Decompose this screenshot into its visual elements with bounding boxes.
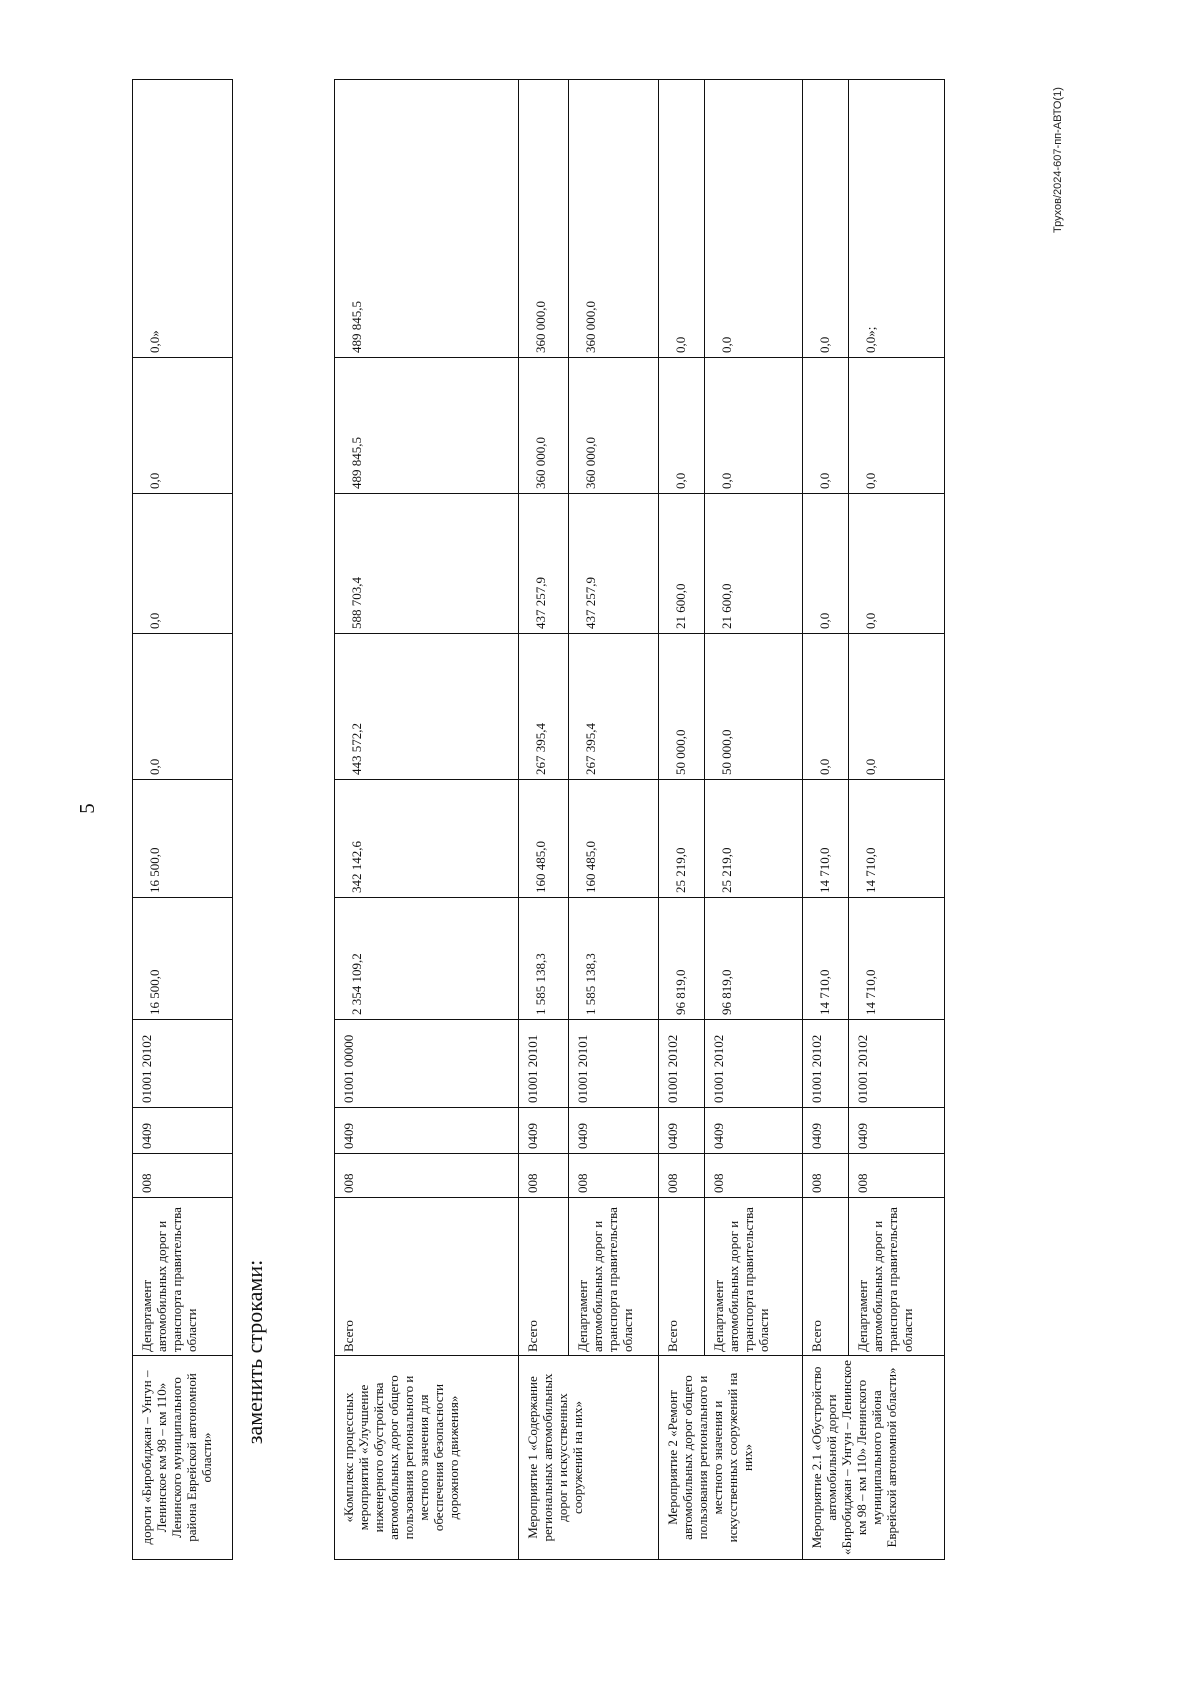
- table-row: [659, 80, 705, 1560]
- year-4-cell: 0,0: [659, 358, 705, 494]
- replace-phrase: заменить строками:: [242, 1259, 267, 1445]
- year-1-cell: 25 219,0: [705, 780, 803, 898]
- code-grbs-cell: 008: [849, 1154, 945, 1198]
- year-1-cell: 16 500,0: [133, 780, 233, 898]
- table-row: [803, 80, 849, 1560]
- year-4-cell: 0,0: [705, 358, 803, 494]
- executor-cell: Всего: [659, 1198, 705, 1356]
- year-2-cell: 0,0: [849, 634, 945, 780]
- total-cell: 14 710,0: [849, 898, 945, 1020]
- name-cell: Мероприятие 2 «Ремонт автомобильных дорог общего пользования регионального и местного значения и искусственных сооружений на них»: [659, 1356, 803, 1560]
- year-2-cell: 50 000,0: [705, 634, 803, 780]
- year-2-cell: 0,0: [133, 634, 233, 780]
- code-grbs-cell: 008: [569, 1154, 659, 1198]
- year-3-cell: 21 600,0: [705, 494, 803, 634]
- name-cell: дороги «Биробиджан – Унгун – Ленинское км 98 – км 110» Ленинского муниципального района Еврейской автономной области»: [133, 1356, 233, 1560]
- name-cell: «Комплекс процессных мероприятий «Улучшение инженерного обустройства автомобильных дорог общего пользования регионального и местного значения для обеспечения безопасности дорожного движения»: [335, 1356, 519, 1560]
- code-grbs-cell: 008: [659, 1154, 705, 1198]
- table-row: [133, 80, 233, 1560]
- year-1-cell: 25 219,0: [659, 780, 705, 898]
- executor-cell: Всего: [519, 1198, 569, 1356]
- year-4-cell: 360 000,0: [519, 358, 569, 494]
- year-2-cell: 267 395,4: [569, 634, 659, 780]
- table-row: [519, 80, 569, 1560]
- year-4-cell: 0,0: [133, 358, 233, 494]
- year-1-cell: 342 142,6: [335, 780, 519, 898]
- year-2-cell: 443 572,2: [335, 634, 519, 780]
- year-1-cell: 14 710,0: [803, 780, 849, 898]
- code-grbs-cell: 008: [803, 1154, 849, 1198]
- year-4-cell: 489 845,5: [335, 358, 519, 494]
- code-rzpr-cell: 0409: [335, 1108, 519, 1154]
- table-row: [705, 80, 803, 1560]
- total-cell: 14 710,0: [803, 898, 849, 1020]
- code-rzpr-cell: 0409: [569, 1108, 659, 1154]
- year-3-cell: 437 257,9: [569, 494, 659, 634]
- executor-cell: Департамент автомобильных дорог и транспорта правительства области: [849, 1198, 945, 1356]
- code-csr-cell: 01001 20102: [659, 1020, 705, 1108]
- code-csr-cell: 01001 20101: [569, 1020, 659, 1108]
- total-cell: 1 585 138,3: [519, 898, 569, 1020]
- code-csr-cell: 01001 20102: [849, 1020, 945, 1108]
- code-csr-cell: 01001 20102: [133, 1020, 233, 1108]
- name-cell: Мероприятие 1 «Содержание региональных автомобильных дорог и искусственных сооружений на них»: [519, 1356, 659, 1560]
- year-5-cell: 0,0: [803, 80, 849, 358]
- year-4-cell: 0,0: [849, 358, 945, 494]
- code-grbs-cell: 008: [133, 1154, 233, 1198]
- top-table: [132, 79, 233, 1560]
- executor-cell: Всего: [335, 1198, 519, 1356]
- main-table: [334, 79, 945, 1560]
- year-1-cell: 160 485,0: [519, 780, 569, 898]
- year-4-cell: 0,0: [803, 358, 849, 494]
- year-5-cell: 0,0: [705, 80, 803, 358]
- executor-cell: Департамент автомобильных дорог и транспорта правительства области: [705, 1198, 803, 1356]
- total-cell: 2 354 109,2: [335, 898, 519, 1020]
- executor-cell: Всего: [803, 1198, 849, 1356]
- year-5-cell: 0,0»: [133, 80, 233, 358]
- total-cell: 16 500,0: [133, 898, 233, 1020]
- year-2-cell: 0,0: [803, 634, 849, 780]
- year-5-cell: 0,0: [659, 80, 705, 358]
- year-3-cell: 21 600,0: [659, 494, 705, 634]
- year-3-cell: 0,0: [803, 494, 849, 634]
- year-5-cell: 360 000,0: [519, 80, 569, 358]
- table-row: [335, 80, 519, 1560]
- year-3-cell: 0,0: [133, 494, 233, 634]
- year-3-cell: 0,0: [849, 494, 945, 634]
- year-1-cell: 14 710,0: [849, 780, 945, 898]
- executor-cell: Департамент автомобильных дорог и транспорта правительства области: [133, 1198, 233, 1356]
- code-csr-cell: 01001 00000: [335, 1020, 519, 1108]
- year-2-cell: 267 395,4: [519, 634, 569, 780]
- year-1-cell: 160 485,0: [569, 780, 659, 898]
- name-cell: Мероприятие 2.1 «Обустройство автомобильной дороги «Биробиджан – Унгун – Ленинское км 98 – км 110» Ленинского муниципального района Еврейской автономной области»: [803, 1356, 945, 1560]
- total-cell: 96 819,0: [705, 898, 803, 1020]
- code-rzpr-cell: 0409: [659, 1108, 705, 1154]
- year-2-cell: 50 000,0: [659, 634, 705, 780]
- year-4-cell: 360 000,0: [569, 358, 659, 494]
- code-rzpr-cell: 0409: [519, 1108, 569, 1154]
- year-5-cell: 489 845,5: [335, 80, 519, 358]
- table-row: [569, 80, 659, 1560]
- table-row: [849, 80, 945, 1560]
- code-rzpr-cell: 0409: [133, 1108, 233, 1154]
- year-5-cell: 360 000,0: [569, 80, 659, 358]
- document-id: Трухов/2024-607-пп-АВТО(1): [1052, 87, 1064, 233]
- code-csr-cell: 01001 20101: [519, 1020, 569, 1108]
- code-csr-cell: 01001 20102: [803, 1020, 849, 1108]
- page-number: 5: [74, 803, 99, 814]
- top-table-container: [132, 80, 233, 1560]
- code-rzpr-cell: 0409: [803, 1108, 849, 1154]
- year-3-cell: 437 257,9: [519, 494, 569, 634]
- code-grbs-cell: 008: [519, 1154, 569, 1198]
- code-grbs-cell: 008: [335, 1154, 519, 1198]
- executor-cell: Департамент автомобильных дорог и транспорта правительства области: [569, 1198, 659, 1356]
- year-5-cell: 0,0»;: [849, 80, 945, 358]
- total-cell: 1 585 138,3: [569, 898, 659, 1020]
- main-table-container: [334, 80, 945, 1560]
- code-csr-cell: 01001 20102: [705, 1020, 803, 1108]
- total-cell: 96 819,0: [659, 898, 705, 1020]
- code-rzpr-cell: 0409: [705, 1108, 803, 1154]
- year-3-cell: 588 703,4: [335, 494, 519, 634]
- code-rzpr-cell: 0409: [849, 1108, 945, 1154]
- code-grbs-cell: 008: [705, 1154, 803, 1198]
